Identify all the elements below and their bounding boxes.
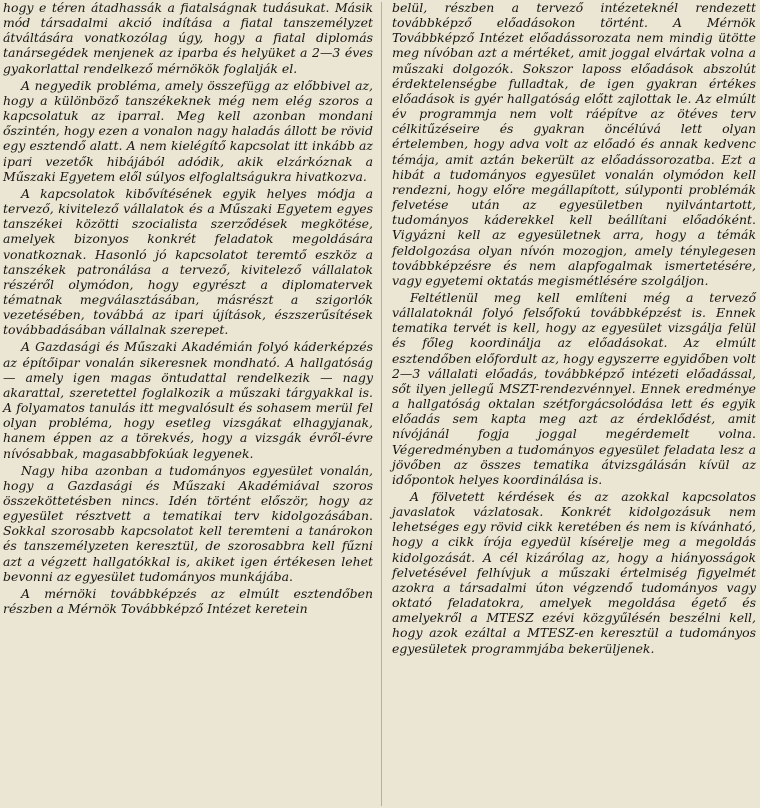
paragraph: hogy e téren átadhassák a fiatalságnak tudásukat. Másik mód társadalmi akció indítása a fiatal tanszemélyzet átváltására vonatkozólag úgy, hogy a fiatal diplomás tanársegédek menjenek az iparba és helyüket a 2—3 éves gyakorlattal rendelkező mérnökök foglalják el.: [3, 0, 373, 76]
paragraph: A Gazdasági és Műszaki Akadémián folyó káderképzés az építőipar vonalán sikeresnek mondható. A hallgatóság — amely igen magas öntudattal rendelkezik — nagy akarattal, szeretettel foglalkozik a műszaki tárgyakkal is. A folyamatos tanulás itt megvalósult és sohasem merül fel olyan probléma, hogy esetleg vizsgákat elhagyjanak, hanem éppen az a törekvés, hogy a vizsgák évről-évre nívósabbak, magasabbfokúak legyenek.: [3, 339, 373, 461]
paragraph: A fölvetett kérdések és az azokkal kapcsolatos javaslatok vázlatosak. Konkrét kidolgozásuk nem lehetséges egy rövid cikk keretében és nem is kívánható, hogy a cikk írója egyedül kísérelje meg a megoldás kidolgozását. A cél kizárólag az, hogy a hiányosságok felvetésével felhívjuk a műszaki értelmiség figyelmét azokra a társadalmi úton végzendő tudományos vagy oktató feladatokra, amelyek megoldása égető és amelyekről a MTESZ ezévi közgyűlésén beszélni kell, hogy azok ezáltal a MTESZ-en keresztül a tudományos egyesületek programmjába bekerüljenek.: [392, 489, 756, 656]
paragraph: belül, részben a tervező intézeteknél rendezett továbbképző előadásokon történt. A Mérnök Továbbképző Intézet előadássorozata nem mindig ütötte meg nívóban azt a mértéket, amit joggal elvártak volna a műszaki dolgozók. Sokszor laposs előadások abszolút érdektelenségbe fulladtak, de igen gyakran értékes előadások is gyér hallgatóság előtt zajlottak le. Az elmúlt év programmja nem volt ráépítve az ötéves terv célkitűzéseire és gyakran öncélúvá lett olyan értelemben, hogy adva volt az előadó és annak kedvenc témája, amit aztán bekerült az előadássorozatba. Ezt a hibát a tudományos egyesület vonalán olymódon kell rendezni, hogy előre megállapított, súlyponti problémák felvetése után az egyesületben nyilvántartott, tudományos káderekkel kell beállítani előadóként. Vigyázni kell az egyesületnek arra, hogy a témák feldolgozása olyan nívón mozogjon, amely ténylegesen továbbképzésre és nem alapfogalmak ismertetésére, vagy egyetemi oktatás megismétlésére szolgáljon.: [392, 0, 756, 288]
left-column: [3, 0, 373, 618]
right-column: [392, 0, 756, 658]
paragraph: Nagy hiba azonban a tudományos egyesület vonalán, hogy a Gazdasági és Műszaki Akadémiával szoros összeköttetésben nincs. Idén történt először, hogy az egyesület résztvett a tematikai terv kidolgozásában. Sokkal szorosabb kapcsolatot kell teremteni a tanárokon és tanszemélyzeten keresztül, de szorosabbra kell fűzni azt a végzett hallgatókkal is, akiket igen értékesen lehet bevonni az egyesület tudományos munkájába.: [3, 462, 373, 584]
paragraph: A kapcsolatok kibővítésének egyik helyes módja a tervező, kivitelező vállalatok és a Műszaki Egyetem egyes tanszékei közötti szocialista szerződések megkötése, amelyek bizonyos konkrét feladatok megoldására vonatkoznak. Hasonló jó kapcsolatot teremtő eszköz a tanszékek patronálása a tervező, kivitelező vállalatok részéről olymódon, hogy egyrészt a diplomatervek tématnak megválasztásában, másrészt a szigorlók vezetésében, továbbá az ipari újítások, észszerűsítések továbbadásában vállalnak szerepet.: [3, 185, 373, 338]
paragraph: Feltétlenül meg kell említeni még a tervező vállalatoknál folyó felsőfokú továbbképzést is. Ennek tematika tervét is kell, hogy az egyesület vizsgálja felül és főleg koordinálja az előadásokat. Az elmúlt esztendőben előfordult az, hogy egyszerre egyidőben volt 2—3 vállalati előadás, továbbképző intézeti előadással, sőt ilyen jellegű MSZT-rendezvénnyel. Ennek eredménye a hallgatóság oktalan szétforgácsolódása lett és egyik előadás sem kapta meg azt az érdeklődést, amit nívójánál fogja joggal megérdemelt volna. Végeredményben a tudományos egyesület feladata lesz a jövőben az összes tematika átvizsgálásán kívül az időpontok helyes koordinálása is.: [392, 289, 756, 487]
column-divider: [381, 2, 382, 806]
paragraph: A negyedik probléma, amely összefügg az előbbivel az, hogy a különböző tanszékeknek még nem elég szoros a kapcsolatuk az iparral. Meg kell azonban mondani őszintén, hogy ezen a vonalon nagy haladás állott be rövid egy esztendő alatt. A nem kielégítő kapcsolat itt inkább az ipari vezetők hibájából adódik, akik elzárkóznak a Műszaki Egyetem elől súlyos elfoglaltságukra hivatkozva.: [3, 77, 373, 184]
paragraph: A mérnöki továbbképzés az elmúlt esztendőben részben a Mérnök Továbbképző Intézet keretein: [3, 585, 373, 617]
